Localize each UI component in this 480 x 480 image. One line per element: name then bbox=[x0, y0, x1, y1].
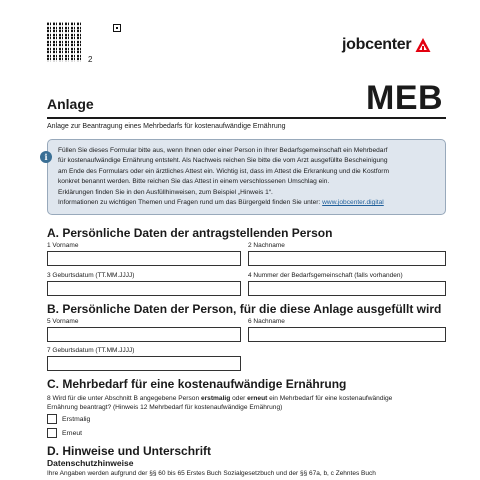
field-label-vorname-b: 5 Vorname bbox=[47, 318, 79, 325]
info-text: konkret benannt werden. Bitte reichen Sie das Attest in einem verschlossenen Umschlag ein. bbox=[58, 178, 330, 186]
page-number: 2 bbox=[88, 55, 93, 64]
section-d-heading: D. Hinweise und Unterschrift bbox=[47, 444, 212, 458]
field-label-bg-nummer: 4 Nummer der Bedarfsgemeinschaft (falls vorhanden) bbox=[248, 272, 403, 279]
option-label: Erneut bbox=[62, 429, 83, 437]
info-text: Füllen Sie dieses Formular bitte aus, wenn Ihnen oder einer Person in Ihrer Bedarfsgemeinschaft ein Mehrbedarf bbox=[58, 147, 388, 154]
page-title: Anlage bbox=[47, 96, 94, 112]
question-8 bbox=[47, 394, 392, 412]
erneut-checkbox[interactable] bbox=[47, 428, 57, 438]
bg-nummer-field[interactable] bbox=[248, 281, 446, 296]
question-emphasis: erneut bbox=[247, 395, 268, 402]
info-text: für kostenaufwändige Ernährung entsteht. Als Nachweis reichen Sie bitte die vom Arzt ausgefüllte Bescheinigung bbox=[58, 157, 388, 165]
logo-triangle-icon bbox=[415, 37, 431, 53]
geburtsdatum-b-field[interactable] bbox=[47, 356, 241, 371]
field-label-geburtsdatum: 3 Geburtsdatum (TT.MM.JJJJ) bbox=[47, 272, 135, 279]
form-subtitle: Anlage zur Beantragung eines Mehrbedarfs für kostenaufwändige Ernährung bbox=[47, 123, 286, 130]
question-text: 8 Wird für die unter Abschnitt B angegebene Person bbox=[47, 395, 201, 402]
geburtsdatum-field[interactable] bbox=[47, 281, 241, 296]
field-label-geburtsdatum-b: 7 Geburtsdatum (TT.MM.JJJJ) bbox=[47, 347, 135, 354]
nachname-b-field[interactable] bbox=[248, 327, 446, 342]
nachname-field[interactable] bbox=[248, 251, 446, 266]
info-text: am Ende des Formulars oder ein ärztliches Attest ein. Wichtig ist, dass im Attest die Erkrankung und die Kostform bbox=[58, 167, 389, 175]
info-text: Erklärungen finden Sie in den Ausfüllhinweisen, zum Beispiel „Hinweis 1“. bbox=[58, 188, 273, 196]
question-emphasis: erstmalig bbox=[200, 395, 231, 402]
section-c-heading: C. Mehrbedarf für eine kostenaufwändige Ernährung bbox=[47, 377, 347, 391]
field-label-vorname: 1 Vorname bbox=[47, 242, 79, 249]
field-label-nachname: 2 Nachname bbox=[248, 242, 285, 249]
option-label: Erstmalig bbox=[62, 415, 91, 423]
info-icon: i bbox=[40, 151, 52, 163]
section-a-heading: A. Persönliche Daten der antragstellenden Person bbox=[47, 226, 333, 240]
logo-text: jobcenter bbox=[342, 36, 412, 53]
info-box bbox=[47, 139, 446, 215]
jobcenter-logo bbox=[342, 36, 431, 54]
option-erneut[interactable] bbox=[47, 428, 82, 438]
question-text: Ernährung beantragt? (Hinweis 12 Mehrbedarf für kostenaufwändige Ernährung) bbox=[47, 404, 283, 411]
datenschutz-heading: Datenschutzhinweise bbox=[47, 458, 134, 468]
small-barcode-icon bbox=[113, 24, 121, 32]
field-label-nachname-b: 6 Nachname bbox=[248, 318, 285, 325]
question-text: ein Mehrbedarf für eine kostenaufwändige bbox=[267, 395, 393, 402]
section-b-heading: B. Persönliche Daten der Person, für die diese Anlage ausgefüllt wird bbox=[47, 302, 442, 316]
datenschutz-text: Ihre Angaben werden aufgrund der §§ 60 bis 65 Erstes Buch Sozialgesetzbuch und der §§ 67a, b, c Zehntes Buch bbox=[47, 470, 376, 477]
divider bbox=[47, 117, 446, 119]
erstmalig-checkbox[interactable] bbox=[47, 414, 57, 424]
qr-code bbox=[47, 22, 83, 62]
info-text bbox=[58, 198, 435, 208]
question-text: oder bbox=[230, 395, 248, 402]
option-erstmalig[interactable] bbox=[47, 414, 90, 424]
jobcenter-link[interactable]: www.jobcenter.digital bbox=[322, 199, 384, 207]
vorname-b-field[interactable] bbox=[47, 327, 241, 342]
info-link-prefix: Informationen zu wichtigen Themen und Fragen rund um das Bürgergeld finden Sie unter: bbox=[58, 199, 321, 207]
vorname-field[interactable] bbox=[47, 251, 241, 266]
form-code: MEB bbox=[366, 79, 444, 117]
